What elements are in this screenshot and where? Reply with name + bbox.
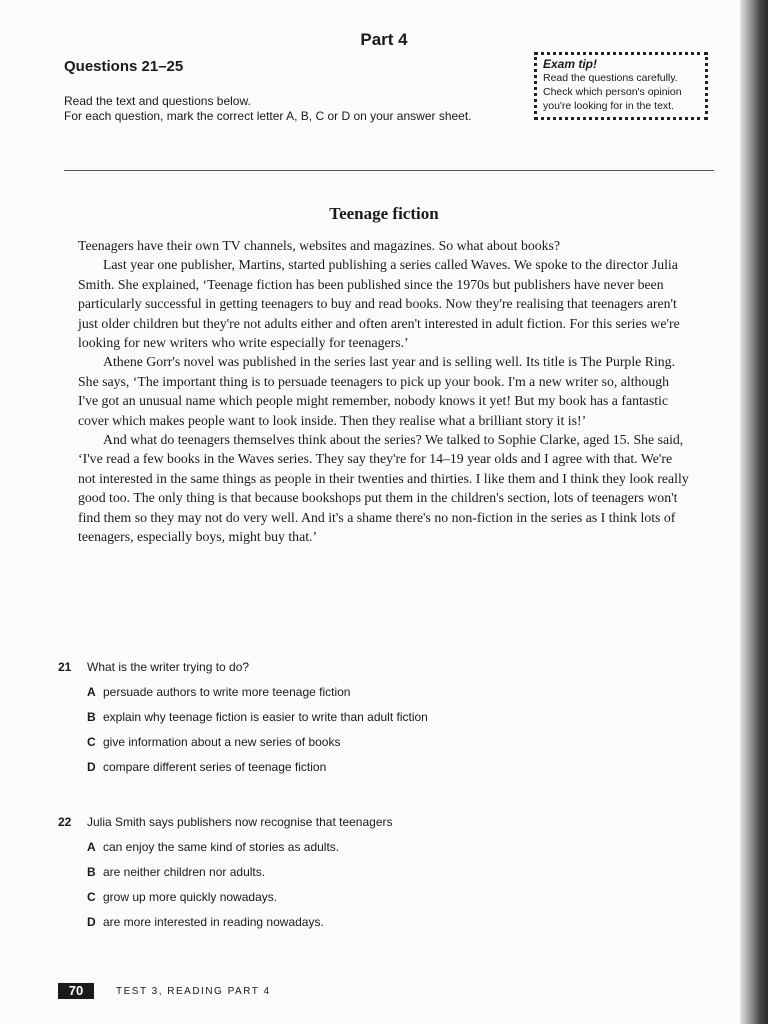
question-number: 22 — [58, 815, 72, 829]
question-number: 21 — [58, 660, 72, 674]
option-letter: C — [87, 890, 96, 904]
exam-tip-title: Exam tip! — [543, 57, 598, 71]
book-spine-shadow — [740, 0, 768, 1024]
instruction-line: For each question, mark the correct letter A, B, C or D on your answer sheet. — [64, 109, 472, 123]
exam-tip-line: you're looking for in the text. — [543, 100, 674, 112]
part-title: Part 4 — [360, 30, 408, 49]
question-22 — [58, 815, 393, 929]
article-paragraph: And what do teenagers themselves think about the series? We talked to Sophie Clarke, aged 15. She said, ‘I've read a few books in the Waves series. They say they're for 14–19 year olds and I agree with that. We're not interested in the same things as people in their twenties and thirties. I like them and I think they look really good too. The only thing is that because bookshops put them in the children's section, lots of teenagers won't find them so they may not do very well. And it's a shame there's no non-fiction in the series as I think lots of teenagers, especially boys, might buy that.’ — [78, 432, 689, 545]
option-text: can enjoy the same kind of stories as adults. — [103, 840, 340, 854]
article-title: Teenage fiction — [329, 204, 439, 223]
instruction-line: Read the text and questions below. — [64, 94, 251, 108]
article-paragraph: Last year one publisher, Martins, started publishing a series called Waves. We spoke to the director Julia Smith. She explained, ‘Teenage fiction has been published since the 1970s but publishers have never been particularly successful in getting teenagers to buy and read books. Now they're realising that teenagers aren't just older children but they're not adults either and often aren't interested in adult fiction. For this series we're looking for new writers who write especially for teenagers.’ — [78, 257, 680, 351]
exam-tip-line: Read the questions carefully. — [543, 72, 678, 84]
answer-option — [87, 865, 393, 879]
option-letter: B — [87, 710, 96, 724]
questions-range: Questions 21–25 — [64, 58, 184, 75]
running-head: TEST 3, READING PART 4 — [116, 985, 271, 997]
option-letter: D — [87, 915, 96, 929]
page-number: 70 — [58, 983, 94, 999]
option-text: are more interested in reading nowadays. — [103, 915, 324, 929]
option-letter: A — [87, 685, 96, 699]
question-stem: What is the writer trying to do? — [87, 660, 250, 674]
article-paragraph: Athene Gorr's novel was published in the series last year and is selling well. Its title is The Purple Ring. She says, ‘The important thing is to persuade teenagers to pick up your book. I'm a new writer so, although I've got an unusual name which people might remember, nobody knows it yet! But my book has a fantastic cover which makes people want to look inside. Then they realise what a brilliant story it is!’ — [78, 354, 676, 428]
article-paragraph: Teenagers have their own TV channels, websites and magazines. So what about books? — [78, 238, 561, 253]
question-stem: Julia Smith says publishers now recognise that teenagers — [87, 815, 393, 829]
option-letter: D — [87, 760, 96, 774]
option-text: compare different series of teenage fiction — [103, 760, 327, 774]
article-body — [78, 236, 690, 547]
answer-option — [87, 915, 393, 929]
option-letter: A — [87, 840, 96, 854]
option-text: persuade authors to write more teenage fiction — [103, 685, 351, 699]
question-21 — [58, 660, 428, 774]
answer-option — [87, 735, 428, 749]
page-footer — [58, 983, 271, 999]
instructions — [64, 94, 472, 124]
answer-option — [87, 890, 393, 904]
option-text: grow up more quickly nowadays. — [103, 890, 278, 904]
option-text: explain why teenage fiction is easier to write than adult fiction — [103, 710, 428, 724]
option-letter: B — [87, 865, 96, 879]
answer-option — [87, 760, 428, 774]
answer-option — [87, 685, 428, 699]
option-text: give information about a new series of books — [103, 735, 341, 749]
option-text: are neither children nor adults. — [103, 865, 266, 879]
exam-tip-box — [534, 52, 708, 120]
answer-option — [87, 710, 428, 724]
option-letter: C — [87, 735, 96, 749]
section-divider — [64, 170, 714, 171]
answer-option — [87, 840, 393, 854]
exam-tip-line: Check which person's opinion — [543, 86, 682, 98]
